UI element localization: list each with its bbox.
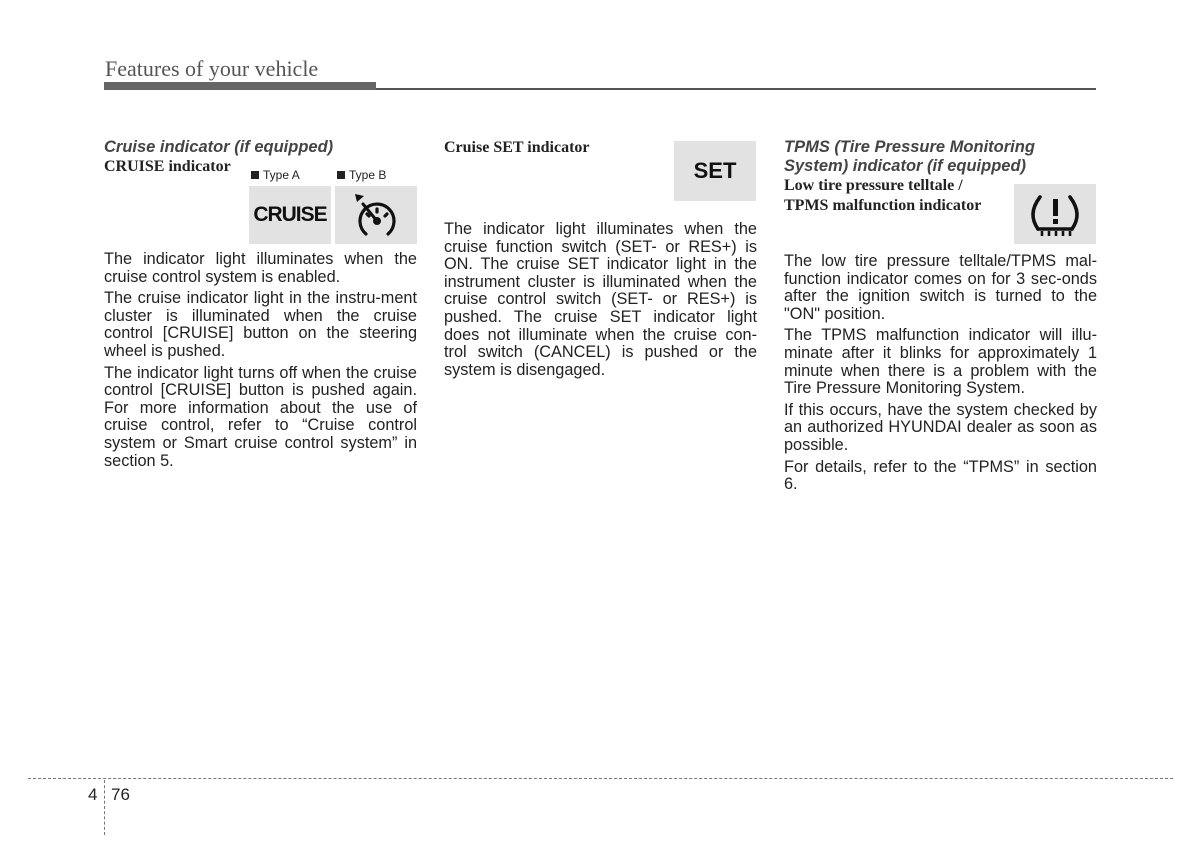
footer-divider	[104, 780, 105, 835]
type-b-text: Type B	[349, 168, 387, 182]
section-heading: Cruise indicator (if equipped)	[104, 138, 334, 156]
bullet-square-icon	[251, 171, 259, 179]
paragraph: The TPMS malfunction indicator will illu-minate after it blinks for approximately 1 minute when there is a problem with the Tire Pressure Monitoring System.	[784, 326, 1097, 398]
tire-pressure-warning-icon	[1014, 184, 1096, 244]
section-heading-line: TPMS (Tire Pressure Monitoring	[784, 138, 1035, 156]
paragraph: The indicator light turns off when the cruise control [CRUISE] button is pushed again. For more information about the use of cruise control, refer to “Cruise control system or Smart cruise control system” in section 5.	[104, 363, 417, 470]
set-indicator-icon	[674, 141, 756, 201]
paragraph: The indicator light illuminates when the cruise function switch (SET- or RES+) is ON. The cruise SET indicator light in the instrument cluster is illuminated when the cruise control switch (SET- or RES+) is pushed. The cruise SET indicator light does not illuminate when the cruise con-trol switch (CANCEL) is pushed or the system is disengaged.	[444, 220, 757, 379]
indicator-label: CRUISE indicator	[104, 158, 231, 175]
chapter-number: 4	[88, 785, 98, 804]
cruise-icon-text: CRUISE	[253, 203, 327, 226]
paragraph: The cruise indicator light in the instru-ment cluster is illuminated when the cruise control [CRUISE] button on the steering wheel is pushed.	[104, 289, 417, 360]
indicator-label: Cruise SET indicator	[444, 139, 590, 156]
header-rule-accent	[104, 82, 376, 90]
cruise-text-indicator-icon	[249, 186, 331, 244]
paragraph: For details, refer to the “TPMS” in section 6.	[784, 457, 1097, 494]
bullet-square-icon	[337, 171, 345, 179]
page-header-title: Features of your vehicle	[105, 56, 319, 81]
indicator-label-line: TPMS malfunction indicator	[784, 197, 982, 214]
footer-rule	[28, 778, 1173, 779]
header-rule	[376, 88, 1096, 90]
type-a-label	[251, 168, 300, 182]
type-b-label	[337, 168, 386, 182]
section-heading-line: System) indicator (if equipped)	[784, 157, 1027, 175]
set-icon-text: SET	[693, 158, 737, 183]
indicator-label-line: Low tire pressure telltale /	[784, 177, 963, 194]
paragraph: If this occurs, have the system checked by an authorized HYUNDAI dealer as soon as possible.	[784, 400, 1097, 454]
paragraph: The low tire pressure telltale/TPMS mal-function indicator comes on for 3 sec-onds after the ignition switch is turned to the "ON" position.	[784, 252, 1097, 323]
page-number: 76	[111, 785, 130, 804]
cruise-speedometer-icon	[335, 186, 417, 244]
paragraph: The indicator light illuminates when the cruise control system is enabled.	[104, 250, 417, 286]
type-a-text: Type A	[263, 168, 300, 182]
